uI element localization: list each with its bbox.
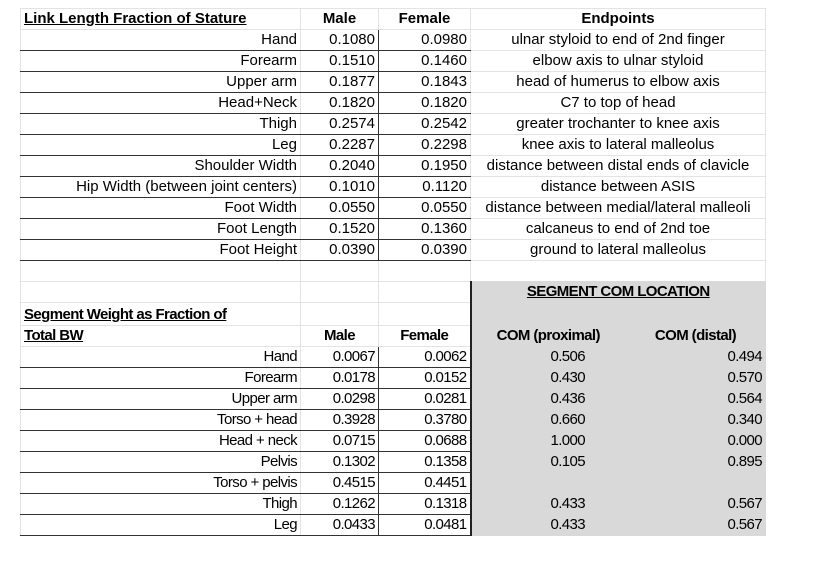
com-proximal-header: COM (proximal)	[471, 326, 626, 347]
empty-cell	[379, 282, 471, 303]
com-proximal-value	[471, 473, 626, 494]
com-proximal-value: 0.506	[471, 347, 626, 368]
endpoints-value: C7 to top of head	[471, 93, 766, 114]
segment-label: Thigh	[21, 114, 301, 135]
weight-title-row	[21, 303, 766, 326]
endpoints-value: knee axis to lateral malleolus	[471, 135, 766, 156]
com-proximal-value: 1.000	[471, 431, 626, 452]
com-distal-value: 0.567	[626, 494, 766, 515]
male-value: 0.0298	[301, 389, 379, 410]
male-value: 0.2040	[301, 156, 379, 177]
segment-weight-row	[21, 368, 766, 389]
segment-label: Shoulder Width	[21, 156, 301, 177]
link-length-table	[20, 8, 766, 282]
female-value: 0.1843	[379, 72, 471, 93]
link-length-row	[21, 219, 766, 240]
com-distal-value: 0.494	[626, 347, 766, 368]
empty-cell	[471, 303, 626, 326]
male-value: 0.2574	[301, 114, 379, 135]
female-value: 0.0980	[379, 30, 471, 51]
endpoints-value: greater trochanter to knee axis	[471, 114, 766, 135]
female-header: Female	[379, 9, 471, 30]
female-value: 0.0481	[379, 515, 471, 536]
com-proximal-value: 0.436	[471, 389, 626, 410]
endpoints-header: Endpoints	[471, 9, 766, 30]
link-length-title: Link Length Fraction of Stature	[21, 9, 301, 30]
female-value: 0.0152	[379, 368, 471, 389]
link-length-row	[21, 156, 766, 177]
male-value: 0.0178	[301, 368, 379, 389]
segment-label: Torso + pelvis	[21, 473, 301, 494]
segment-label: Foot Length	[21, 219, 301, 240]
female-value: 0.1950	[379, 156, 471, 177]
com-proximal-value: 0.433	[471, 515, 626, 536]
com-distal-value: 0.895	[626, 452, 766, 473]
com-distal-value: 0.570	[626, 368, 766, 389]
male-value: 0.1010	[301, 177, 379, 198]
endpoints-value: ulnar styloid to end of 2nd finger	[471, 30, 766, 51]
segment-label: Foot Width	[21, 198, 301, 219]
segment-label: Head + neck	[21, 431, 301, 452]
empty-cell	[471, 261, 766, 282]
endpoints-value: distance between medial/lateral malleoli	[471, 198, 766, 219]
segment-label: Foot Height	[21, 240, 301, 261]
male-value: 0.0550	[301, 198, 379, 219]
segment-label: Leg	[21, 135, 301, 156]
segment-weight-row	[21, 515, 766, 536]
segment-weight-row	[21, 431, 766, 452]
male-value: 0.1080	[301, 30, 379, 51]
segment-weight-row	[21, 389, 766, 410]
endpoints-value: distance between distal ends of clavicle	[471, 156, 766, 177]
segment-label: Hand	[21, 30, 301, 51]
link-length-row	[21, 198, 766, 219]
empty-cell	[301, 261, 379, 282]
com-title-row	[21, 282, 766, 303]
com-section-title: SEGMENT COM LOCATION	[471, 282, 766, 303]
empty-cell	[626, 303, 766, 326]
com-distal-value	[626, 473, 766, 494]
link-length-row	[21, 51, 766, 72]
segment-label: Forearm	[21, 368, 301, 389]
male-value: 0.1302	[301, 452, 379, 473]
endpoints-value: ground to lateral malleolus	[471, 240, 766, 261]
segment-label: Upper arm	[21, 72, 301, 93]
link-length-row	[21, 240, 766, 261]
empty-cell	[379, 261, 471, 282]
male-value: 0.2287	[301, 135, 379, 156]
com-distal-value: 0.000	[626, 431, 766, 452]
male-header: Male	[301, 326, 379, 347]
male-value: 0.0715	[301, 431, 379, 452]
male-value: 0.4515	[301, 473, 379, 494]
empty-cell	[21, 282, 301, 303]
female-value: 0.0062	[379, 347, 471, 368]
male-value: 0.0433	[301, 515, 379, 536]
male-value: 0.1877	[301, 72, 379, 93]
weight-header-row	[21, 326, 766, 347]
com-distal-value: 0.340	[626, 410, 766, 431]
segment-label: Hip Width (between joint centers)	[21, 177, 301, 198]
male-value: 0.1262	[301, 494, 379, 515]
female-value: 0.2542	[379, 114, 471, 135]
link-length-header-row	[21, 9, 766, 30]
segment-label: Forearm	[21, 51, 301, 72]
female-value: 0.1120	[379, 177, 471, 198]
empty-cell	[379, 303, 471, 326]
endpoints-value: head of humerus to elbow axis	[471, 72, 766, 93]
com-proximal-value: 0.430	[471, 368, 626, 389]
weight-title-line1: Segment Weight as Fraction of	[21, 303, 301, 326]
link-length-row	[21, 93, 766, 114]
segment-label: Torso + head	[21, 410, 301, 431]
segment-label: Leg	[21, 515, 301, 536]
endpoints-value: elbow axis to ulnar styloid	[471, 51, 766, 72]
female-value: 0.1360	[379, 219, 471, 240]
male-value: 0.1520	[301, 219, 379, 240]
segment-weight-table	[20, 281, 766, 536]
female-header: Female	[379, 326, 471, 347]
female-value: 0.2298	[379, 135, 471, 156]
segment-label: Pelvis	[21, 452, 301, 473]
weight-title-line2: Total BW	[21, 326, 301, 347]
male-value: 0.1820	[301, 93, 379, 114]
female-value: 0.0688	[379, 431, 471, 452]
male-value: 0.3928	[301, 410, 379, 431]
male-value: 0.0067	[301, 347, 379, 368]
link-length-row	[21, 72, 766, 93]
segment-label: Head+Neck	[21, 93, 301, 114]
male-value: 0.1510	[301, 51, 379, 72]
female-value: 0.1318	[379, 494, 471, 515]
segment-weight-row	[21, 494, 766, 515]
segment-label: Upper arm	[21, 389, 301, 410]
segment-label: Hand	[21, 347, 301, 368]
com-proximal-value: 0.433	[471, 494, 626, 515]
link-length-row	[21, 114, 766, 135]
female-value: 0.1358	[379, 452, 471, 473]
male-header: Male	[301, 9, 379, 30]
link-length-row	[21, 30, 766, 51]
female-value: 0.3780	[379, 410, 471, 431]
female-value: 0.1820	[379, 93, 471, 114]
com-distal-header: COM (distal)	[626, 326, 766, 347]
female-value: 0.0281	[379, 389, 471, 410]
female-value: 0.4451	[379, 473, 471, 494]
empty-cell	[21, 261, 301, 282]
segment-weight-row	[21, 473, 766, 494]
segment-weight-row	[21, 452, 766, 473]
endpoints-value: distance between ASIS	[471, 177, 766, 198]
female-value: 0.0550	[379, 198, 471, 219]
com-distal-value: 0.564	[626, 389, 766, 410]
segment-label: Thigh	[21, 494, 301, 515]
male-value: 0.0390	[301, 240, 379, 261]
female-value: 0.1460	[379, 51, 471, 72]
link-length-row	[21, 177, 766, 198]
female-value: 0.0390	[379, 240, 471, 261]
endpoints-value: calcaneus to end of 2nd toe	[471, 219, 766, 240]
segment-weight-row	[21, 347, 766, 368]
com-distal-value: 0.567	[626, 515, 766, 536]
segment-weight-row	[21, 410, 766, 431]
empty-cell	[301, 282, 379, 303]
empty-cell	[301, 303, 379, 326]
link-length-row	[21, 135, 766, 156]
com-proximal-value: 0.105	[471, 452, 626, 473]
com-proximal-value: 0.660	[471, 410, 626, 431]
